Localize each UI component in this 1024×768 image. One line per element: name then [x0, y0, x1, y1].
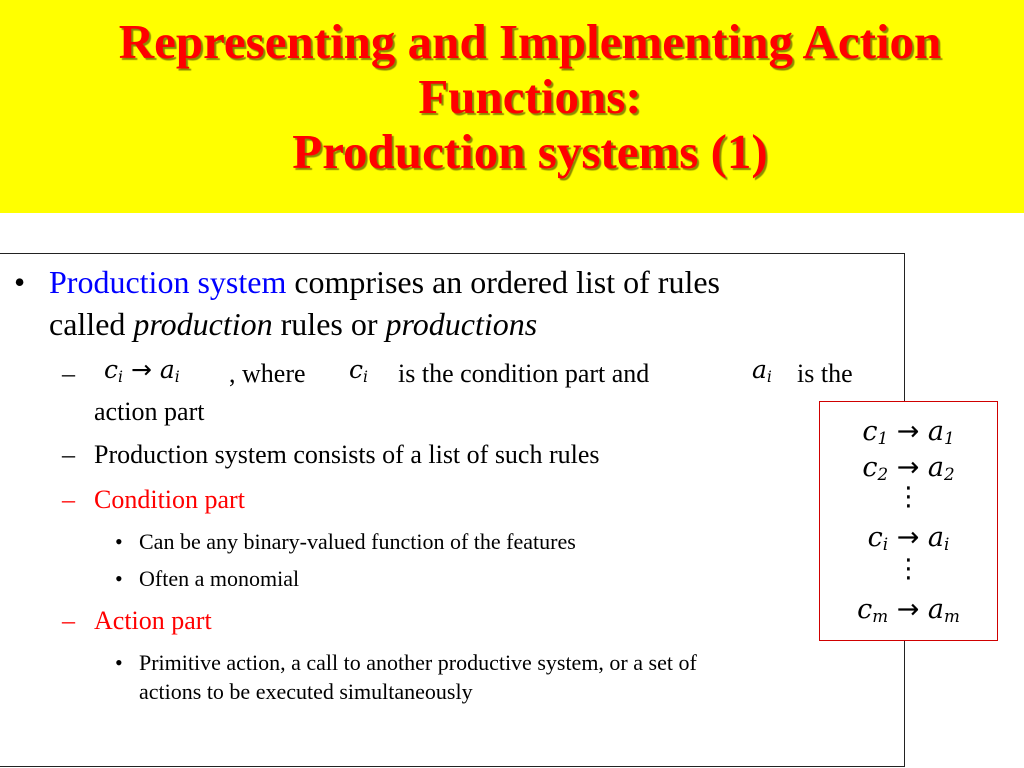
sub-bullet: •: [115, 650, 123, 675]
math-sub-2: 2: [944, 464, 955, 484]
bullet-1-line-2: [49, 304, 537, 344]
term-productions: productions: [385, 306, 538, 342]
rule-formula: [104, 352, 180, 395]
bullet-1-prefix: called: [49, 306, 134, 342]
condition-item: Often a monomial: [139, 566, 300, 591]
bullet-1-text: comprises an ordered list of rules: [286, 264, 720, 300]
bullet-1-mid: rules or: [272, 306, 386, 342]
math-sub-m: m: [872, 606, 889, 626]
title-line-2: Functions:: [418, 69, 642, 124]
title-line-3: Production systems (1): [292, 124, 768, 179]
rule-m: [820, 594, 997, 632]
math-sub-i: i: [766, 368, 772, 386]
where-text: , where: [229, 359, 306, 388]
math-sub-1: 1: [877, 428, 889, 448]
math-sub-i: i: [944, 534, 950, 554]
arrow-icon: →: [896, 452, 920, 483]
math-sub-i: i: [363, 368, 368, 386]
math-sub-m: m: [944, 606, 960, 626]
action-item-line-2: actions to be executed simultaneously: [139, 679, 473, 704]
action-part-heading: Action part: [94, 606, 212, 635]
bullet-marker: •: [14, 264, 26, 300]
action-part-text: action part: [94, 397, 205, 426]
math-sub-i: i: [118, 368, 123, 386]
dash-1: –: [62, 359, 75, 388]
math-a: a: [927, 594, 945, 625]
math-sub-i: i: [882, 534, 889, 554]
math-c: c: [862, 416, 878, 447]
arrow-icon: →: [896, 522, 920, 553]
dash-2: –: [62, 440, 75, 469]
arrow-icon: →: [896, 594, 920, 625]
math-c: c: [349, 355, 364, 384]
math-c: c: [857, 594, 873, 625]
math-sub-2: 2: [877, 464, 889, 484]
dash-3: –: [62, 485, 75, 514]
condition-symbol: [349, 352, 368, 395]
sub-bullet: •: [115, 529, 123, 554]
bullet-1-line-1: [49, 262, 720, 302]
vertical-ellipsis: ⋮: [895, 554, 922, 584]
rules-list-box: [819, 401, 998, 641]
term-production: production: [133, 306, 273, 342]
math-a: a: [927, 522, 945, 553]
condition-text: is the condition part and: [398, 359, 650, 388]
arrow-icon: →: [896, 416, 920, 447]
dash-4: –: [62, 606, 75, 635]
slide-title: [30, 14, 1024, 179]
math-a: a: [927, 416, 945, 447]
vertical-ellipsis: ⋮: [895, 482, 922, 512]
condition-item: Can be any binary-valued function of the features: [139, 529, 576, 554]
sub-bullet: •: [115, 566, 123, 591]
math-c: c: [862, 452, 878, 483]
math-sub-1: 1: [944, 428, 955, 448]
action-symbol: [752, 352, 772, 395]
math-c: c: [867, 522, 883, 553]
math-a: a: [927, 452, 945, 483]
is-the-text: is the: [797, 359, 853, 388]
production-system-list-text: Production system consists of a list of such rules: [94, 440, 600, 469]
math-sub-i: i: [174, 368, 180, 386]
action-item-line-1: Primitive action, a call to another productive system, or a set of: [139, 650, 697, 675]
math-a: a: [159, 355, 175, 384]
rule-1: [820, 416, 997, 454]
term-production-system: Production system: [49, 264, 287, 300]
math-a: a: [752, 355, 767, 384]
math-c: c: [104, 355, 119, 384]
title-line-1: Representing and Implementing Action: [118, 14, 942, 69]
condition-part-heading: Condition part: [94, 485, 245, 514]
arrow-icon: →: [130, 355, 152, 384]
